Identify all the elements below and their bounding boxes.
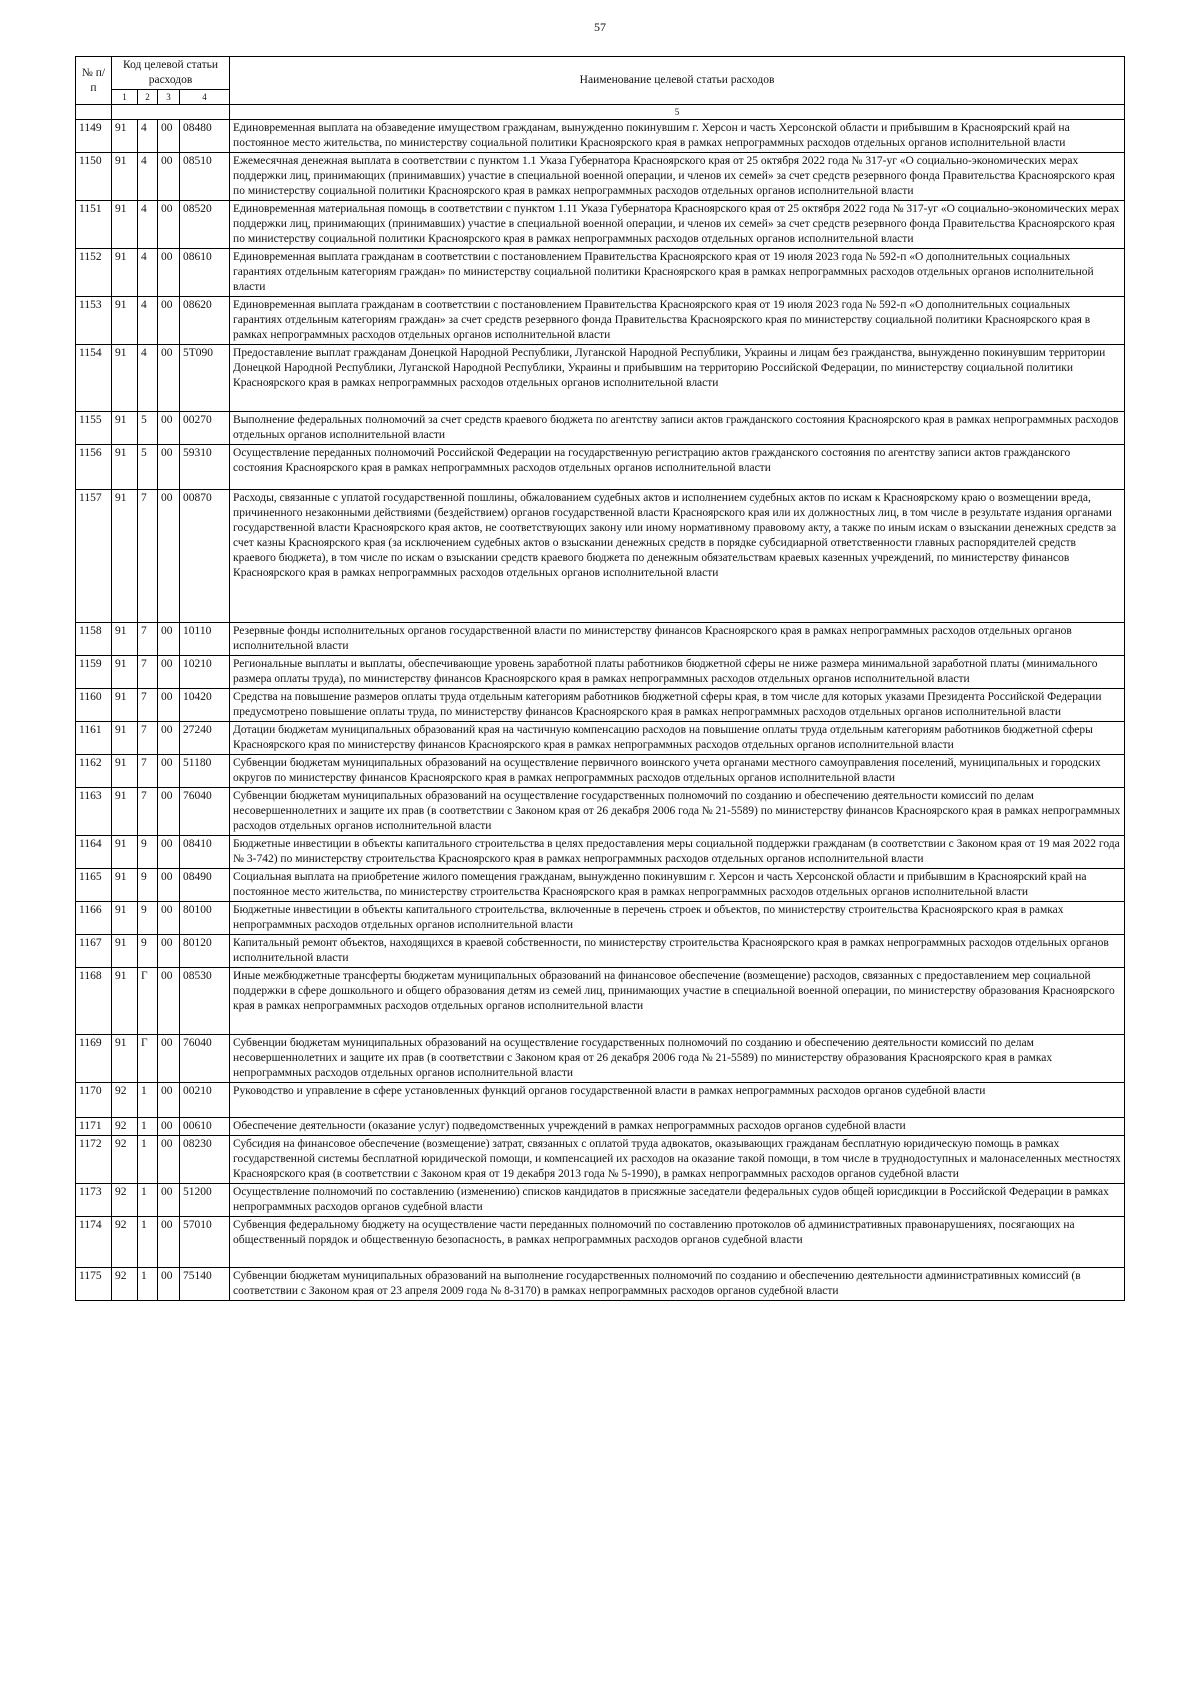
code-part-4: 76040 [180, 788, 230, 836]
table-row [76, 869, 1125, 902]
code-part-2: 9 [138, 935, 158, 968]
code-part-3: 00 [158, 656, 180, 689]
code-part-2: 1 [138, 1268, 158, 1301]
code-part-3: 00 [158, 689, 180, 722]
item-name: Бюджетные инвестиции в объекты капитального строительства в целях предоставления меры социальной поддержки гражданам (в соответствии с Законом края от 19 мая 2022 года № 3-742) по министерству строительства Красноярского края в рамках непрограммных расходов отдельных органов исполнительной власти [230, 836, 1125, 869]
item-name: Региональные выплаты и выплаты, обеспечивающие уровень заработной платы работников бюджетной сферы не ниже размера минимальной заработной платы (минимального размера оплаты труда), по министерству финансов Красноярского края в рамках непрограммных расходов отдельных органов исполнительной власти [230, 656, 1125, 689]
code-part-2: 7 [138, 689, 158, 722]
col-header-number: № п/п [76, 57, 112, 105]
item-name: Субвенция федеральному бюджету на осуществление части переданных полномочий по составлению протоколов об административных правонарушениях, посягающих на общественный порядок и общественную безопасность, в рамках непрограммных расходов органов судебной власти [230, 1217, 1125, 1268]
col-header-code-group: Код целевой статьи расходов [112, 57, 230, 90]
table-row [76, 1118, 1125, 1136]
table-row [76, 689, 1125, 722]
code-part-1: 91 [112, 297, 138, 345]
code-part-4: 51200 [180, 1184, 230, 1217]
row-number: 1157 [76, 490, 112, 623]
code-part-4: 00610 [180, 1118, 230, 1136]
code-part-2: 7 [138, 656, 158, 689]
item-name: Предоставление выплат гражданам Донецкой Народной Республики, Луганской Народной Республики, Украины и лицам без гражданства, вынужденно покинувшим территории Донецкой Народной Республики, Луганской Народной Республики, Украины и прибывшим на территорию Российской Федерации, по министерству социальной политики Красноярского края в рамках непрограммных расходов отдельных органов исполнительной власти [230, 345, 1125, 412]
code-part-3: 00 [158, 1035, 180, 1083]
col-num-2: 2 [138, 90, 158, 105]
code-part-1: 92 [112, 1268, 138, 1301]
table-row [76, 345, 1125, 412]
table-row [76, 1035, 1125, 1083]
code-part-4: 08610 [180, 249, 230, 297]
row-number: 1169 [76, 1035, 112, 1083]
row-number: 1170 [76, 1083, 112, 1118]
code-part-1: 92 [112, 1184, 138, 1217]
code-part-1: 91 [112, 836, 138, 869]
row-number: 1165 [76, 869, 112, 902]
code-part-1: 91 [112, 935, 138, 968]
code-part-3: 00 [158, 345, 180, 412]
row-number: 1164 [76, 836, 112, 869]
item-name: Иные межбюджетные трансферты бюджетам муниципальных образований на финансовое обеспечение (возмещение) расходов, связанных с предоставлением мер социальной поддержки в сфере дошкольного и общего образования детям из семей лиц, принимающих участие в специальной военной операции, по министерству образования Красноярского края в рамках непрограммных расходов отдельных органов исполнительной власти [230, 968, 1125, 1035]
column-index-row [76, 105, 1125, 120]
code-part-2: 4 [138, 201, 158, 249]
col-num-1: 1 [112, 90, 138, 105]
code-part-3: 00 [158, 297, 180, 345]
col-index-blank [76, 105, 112, 120]
code-part-3: 00 [158, 120, 180, 153]
table-row [76, 755, 1125, 788]
row-number: 1161 [76, 722, 112, 755]
code-part-1: 91 [112, 689, 138, 722]
item-name: Единовременная материальная помощь в соответствии с пунктом 1.11 Указа Губернатора Красноярского края от 25 октября 2022 года № 317-уг «О социально-экономических мерах поддержки лиц, принимающих (принимавших) участие в специальной военной операции, и членов их семей» за счет средств резервного фонда Правительства Красноярского края по министерству социальной политики Красноярского края в рамках непрограммных расходов отдельных органов исполнительной власти [230, 201, 1125, 249]
table-row [76, 722, 1125, 755]
table-row [76, 1268, 1125, 1301]
row-number: 1172 [76, 1136, 112, 1184]
code-part-2: 1 [138, 1184, 158, 1217]
table-row [76, 249, 1125, 297]
code-part-4: 00270 [180, 412, 230, 445]
row-number: 1150 [76, 153, 112, 201]
table-row [76, 1083, 1125, 1118]
code-part-3: 00 [158, 1083, 180, 1118]
code-part-4: 08230 [180, 1136, 230, 1184]
item-name: Ежемесячная денежная выплата в соответствии с пунктом 1.1 Указа Губернатора Красноярского края от 25 октября 2022 года № 317-уг «О социально-экономических мерах поддержки лиц, принимающих (принимавших) участие в специальной военной операции, и членов их семей» за счет средств резервного фонда Правительства Красноярского края по министерству социальной политики Красноярского края в рамках непрограммных расходов отдельных органов исполнительной власти [230, 153, 1125, 201]
code-part-2: 1 [138, 1118, 158, 1136]
code-part-3: 00 [158, 490, 180, 623]
code-part-1: 91 [112, 902, 138, 935]
code-part-2: 4 [138, 297, 158, 345]
code-part-1: 91 [112, 153, 138, 201]
row-number: 1167 [76, 935, 112, 968]
code-part-4: 08520 [180, 201, 230, 249]
code-part-4: 10210 [180, 656, 230, 689]
page-number: 57 [594, 20, 606, 34]
code-part-2: 9 [138, 902, 158, 935]
code-part-4: 51180 [180, 755, 230, 788]
code-part-3: 00 [158, 869, 180, 902]
code-part-3: 00 [158, 1268, 180, 1301]
code-part-2: 4 [138, 345, 158, 412]
row-number: 1154 [76, 345, 112, 412]
code-part-2: 5 [138, 445, 158, 490]
item-name: Осуществление переданных полномочий Российской Федерации на государственную регистрацию актов гражданского состояния по агентству записи актов гражданского состояния Красноярского края в рамках непрограммных расходов отдельных органов исполнительной власти [230, 445, 1125, 490]
item-name: Субвенции бюджетам муниципальных образований на осуществление государственных полномочий по созданию и обеспечению деятельности комиссий по делам несовершеннолетних и защите их прав (в соответствии с Законом края от 26 декабря 2006 года № 21-5589) по министерству образования Красноярского края в рамках непрограммных расходов отдельных органов исполнительной власти [230, 1035, 1125, 1083]
table-row [76, 490, 1125, 623]
item-name: Субвенции бюджетам муниципальных образований на выполнение государственных полномочий по созданию и обеспечению деятельности административных комиссий (в соответствии с Законом края от 23 апреля 2009 года № 8-3170) в рамках непрограммных расходов органов судебной власти [230, 1268, 1125, 1301]
code-part-1: 91 [112, 656, 138, 689]
table-row [76, 1184, 1125, 1217]
code-part-1: 91 [112, 788, 138, 836]
code-part-3: 00 [158, 445, 180, 490]
code-part-2: 4 [138, 249, 158, 297]
row-number: 1163 [76, 788, 112, 836]
item-name: Выполнение федеральных полномочий за счет средств краевого бюджета по агентству записи актов гражданского состояния Красноярского края в рамках непрограммных расходов отдельных органов исполнительной власти [230, 412, 1125, 445]
code-part-4: 10110 [180, 623, 230, 656]
table-row [76, 656, 1125, 689]
code-part-1: 91 [112, 249, 138, 297]
code-part-4: 08490 [180, 869, 230, 902]
row-number: 1166 [76, 902, 112, 935]
budget-items-table [75, 56, 1125, 1301]
row-number: 1149 [76, 120, 112, 153]
table-row [76, 445, 1125, 490]
code-part-2: 9 [138, 836, 158, 869]
code-part-4: 08410 [180, 836, 230, 869]
row-number: 1174 [76, 1217, 112, 1268]
item-name: Расходы, связанные с уплатой государственной пошлины, обжалованием судебных актов и исполнением судебных актов по искам к Красноярскому краю о возмещении вреда, причиненного незаконными действиями (бездействием) органов государственной власти Красноярского края или их должностных лиц, в том числе в результате издания органами государственной власти Красноярского края актов, не соответствующих закону или иному нормативному правовому акту, а также по иным искам о взыскании денежных средств за счет казны Красноярского края (за исключением судебных актов о взыскании денежных средств в порядке субсидиарной ответственности главных распорядителей средств краевого бюджета), в том числе по искам о взыскании средств краевого бюджета по денежным обязательствам краевых казенных учреждений, по министерству финансов Красноярского края в рамках непрограммных расходов отдельных органов исполнительной власти [230, 490, 1125, 623]
col-num-3: 3 [158, 90, 180, 105]
code-part-1: 91 [112, 968, 138, 1035]
code-part-4: 5Т090 [180, 345, 230, 412]
code-part-4: 08530 [180, 968, 230, 1035]
code-part-1: 91 [112, 345, 138, 412]
table-row [76, 1217, 1125, 1268]
code-part-4: 00870 [180, 490, 230, 623]
item-name: Осуществление полномочий по составлению (изменению) списков кандидатов в присяжные заседатели федеральных судов общей юрисдикции в Российской Федерации в рамках непрограммных расходов органов судебной власти [230, 1184, 1125, 1217]
code-part-4: 76040 [180, 1035, 230, 1083]
code-part-4: 75140 [180, 1268, 230, 1301]
item-name: Субсидия на финансовое обеспечение (возмещение) затрат, связанных с оплатой труда адвокатов, оказывающих гражданам бесплатную юридическую помощь в рамках государственной системы бесплатной юридической помощи, и компенсацией их расходов на оказание такой помощи, в том числе в труднодоступных и малонаселенных местностях Красноярского края (в соответствии с Законом края от 19 декабря 2013 года № 5-1990), в рамках непрограммных расходов органов судебной власти [230, 1136, 1125, 1184]
item-name: Социальная выплата на приобретение жилого помещения гражданам, вынужденно покинувшим г. Херсон и часть Херсонской области и прибывшим в Красноярский край на постоянное место жительства, по министерству строительства Красноярского края в рамках непрограммных расходов отдельных органов исполнительной власти [230, 869, 1125, 902]
code-part-1: 91 [112, 201, 138, 249]
code-part-1: 92 [112, 1083, 138, 1118]
table-row [76, 623, 1125, 656]
table-row [76, 836, 1125, 869]
table-row [76, 412, 1125, 445]
item-name: Единовременная выплата на обзаведение имуществом гражданам, вынужденно покинувшим г. Херсон и часть Херсонской области и прибывшим в Красноярский край на постоянное место жительства, по министерству социальной политики Красноярского края в рамках непрограммных расходов отдельных органов исполнительной власти [230, 120, 1125, 153]
item-name: Резервные фонды исполнительных органов государственной власти по министерству финансов Красноярского края в рамках непрограммных расходов отдельных органов исполнительной власти [230, 623, 1125, 656]
code-part-3: 00 [158, 968, 180, 1035]
code-part-2: 5 [138, 412, 158, 445]
header-row [76, 57, 1125, 90]
row-number: 1175 [76, 1268, 112, 1301]
row-number: 1152 [76, 249, 112, 297]
table-row [76, 120, 1125, 153]
item-name: Дотации бюджетам муниципальных образований края на частичную компенсацию расходов на повышение оплаты труда отдельным категориям работников бюджетной сферы Красноярского края по министерству финансов Красноярского края в рамках непрограммных расходов отдельных органов исполнительной власти [230, 722, 1125, 755]
code-part-1: 92 [112, 1136, 138, 1184]
item-name: Обеспечение деятельности (оказание услуг) подведомственных учреждений в рамках непрограммных расходов органов судебной власти [230, 1118, 1125, 1136]
item-name: Единовременная выплата гражданам в соответствии с постановлением Правительства Красноярского края от 19 июля 2023 года № 592-п «О дополнительных социальных гарантиях отдельным категориям граждан» по министерству социальной политики Красноярского края в рамках непрограммных расходов отдельных органов исполнительной власти [230, 249, 1125, 297]
row-number: 1159 [76, 656, 112, 689]
item-name: Субвенции бюджетам муниципальных образований на осуществление первичного воинского учета органами местного самоуправления поселений, муниципальных и городских округов по министерству финансов Красноярского края в рамках непрограммных расходов отдельных органов исполнительной власти [230, 755, 1125, 788]
code-part-2: 1 [138, 1083, 158, 1118]
code-part-1: 91 [112, 623, 138, 656]
row-number: 1173 [76, 1184, 112, 1217]
code-part-4: 59310 [180, 445, 230, 490]
col-header-name: Наименование целевой статьи расходов [230, 57, 1125, 105]
code-part-3: 00 [158, 755, 180, 788]
code-part-2: 7 [138, 788, 158, 836]
table-row [76, 935, 1125, 968]
code-part-2: 7 [138, 755, 158, 788]
table-row [76, 153, 1125, 201]
col-index-codes [112, 105, 230, 120]
code-part-3: 00 [158, 935, 180, 968]
code-part-3: 00 [158, 1136, 180, 1184]
row-number: 1168 [76, 968, 112, 1035]
code-part-3: 00 [158, 722, 180, 755]
code-part-3: 00 [158, 153, 180, 201]
table-row [76, 201, 1125, 249]
code-part-3: 00 [158, 1217, 180, 1268]
code-part-1: 91 [112, 490, 138, 623]
table-row [76, 788, 1125, 836]
row-number: 1151 [76, 201, 112, 249]
table-row [76, 297, 1125, 345]
code-part-1: 91 [112, 412, 138, 445]
row-number: 1155 [76, 412, 112, 445]
item-name: Средства на повышение размеров оплаты труда отдельным категориям работников бюджетной сферы края, в том числе для которых указами Президента Российской Федерации предусмотрено повышение оплаты труда, по министерству финансов Красноярского края в рамках непрограммных расходов отдельных органов исполнительной власти [230, 689, 1125, 722]
code-part-3: 00 [158, 249, 180, 297]
code-part-3: 00 [158, 788, 180, 836]
code-part-4: 10420 [180, 689, 230, 722]
code-part-2: 4 [138, 153, 158, 201]
code-part-2: Г [138, 968, 158, 1035]
code-part-2: 1 [138, 1217, 158, 1268]
code-part-4: 08510 [180, 153, 230, 201]
code-part-3: 00 [158, 836, 180, 869]
item-name: Капитальный ремонт объектов, находящихся в краевой собственности, по министерству строительства Красноярского края в рамках непрограммных расходов отдельных органов исполнительной власти [230, 935, 1125, 968]
code-part-3: 00 [158, 1118, 180, 1136]
code-part-2: 7 [138, 722, 158, 755]
code-part-3: 00 [158, 412, 180, 445]
code-part-4: 57010 [180, 1217, 230, 1268]
row-number: 1156 [76, 445, 112, 490]
code-part-1: 91 [112, 722, 138, 755]
code-part-4: 27240 [180, 722, 230, 755]
table-row [76, 968, 1125, 1035]
code-part-3: 00 [158, 201, 180, 249]
code-part-2: 4 [138, 120, 158, 153]
item-name: Субвенции бюджетам муниципальных образований на осуществление государственных полномочий по созданию и обеспечению деятельности комиссий по делам несовершеннолетних и защите их прав (в соответствии с Законом края от 26 декабря 2006 года № 21-5589) по министерству финансов Красноярского края в рамках непрограммных расходов отдельных органов исполнительной власти [230, 788, 1125, 836]
row-number: 1162 [76, 755, 112, 788]
code-part-1: 91 [112, 120, 138, 153]
code-part-4: 80120 [180, 935, 230, 968]
code-part-1: 91 [112, 755, 138, 788]
code-part-1: 92 [112, 1217, 138, 1268]
code-part-2: Г [138, 1035, 158, 1083]
code-part-4: 00210 [180, 1083, 230, 1118]
table-row [76, 1136, 1125, 1184]
item-name: Руководство и управление в сфере установленных функций органов государственной власти в рамках непрограммных расходов органов судебной власти [230, 1083, 1125, 1118]
row-number: 1160 [76, 689, 112, 722]
table-row [76, 902, 1125, 935]
row-number: 1153 [76, 297, 112, 345]
code-part-4: 08480 [180, 120, 230, 153]
code-part-2: 7 [138, 623, 158, 656]
code-part-2: 9 [138, 869, 158, 902]
code-part-1: 92 [112, 1118, 138, 1136]
code-part-1: 91 [112, 869, 138, 902]
item-name: Бюджетные инвестиции в объекты капитального строительства, включенные в перечень строек и объектов, по министерству строительства Красноярского края в рамках непрограммных расходов отдельных органов исполнительной власти [230, 902, 1125, 935]
col-num-5: 5 [230, 105, 1125, 120]
code-part-3: 00 [158, 902, 180, 935]
code-part-4: 08620 [180, 297, 230, 345]
code-part-2: 1 [138, 1136, 158, 1184]
code-part-2: 7 [138, 490, 158, 623]
col-num-4: 4 [180, 90, 230, 105]
code-part-3: 00 [158, 1184, 180, 1217]
code-part-1: 91 [112, 445, 138, 490]
row-number: 1171 [76, 1118, 112, 1136]
item-name: Единовременная выплата гражданам в соответствии с постановлением Правительства Красноярского края от 19 июля 2023 года № 592-п «О дополнительных социальных гарантиях отдельным категориям граждан» за счет средств резервного фонда Правительства Красноярского края по министерству социальной политики Красноярского края в рамках непрограммных расходов отдельных органов исполнительной власти [230, 297, 1125, 345]
code-part-1: 91 [112, 1035, 138, 1083]
row-number: 1158 [76, 623, 112, 656]
code-part-3: 00 [158, 623, 180, 656]
code-part-4: 80100 [180, 902, 230, 935]
